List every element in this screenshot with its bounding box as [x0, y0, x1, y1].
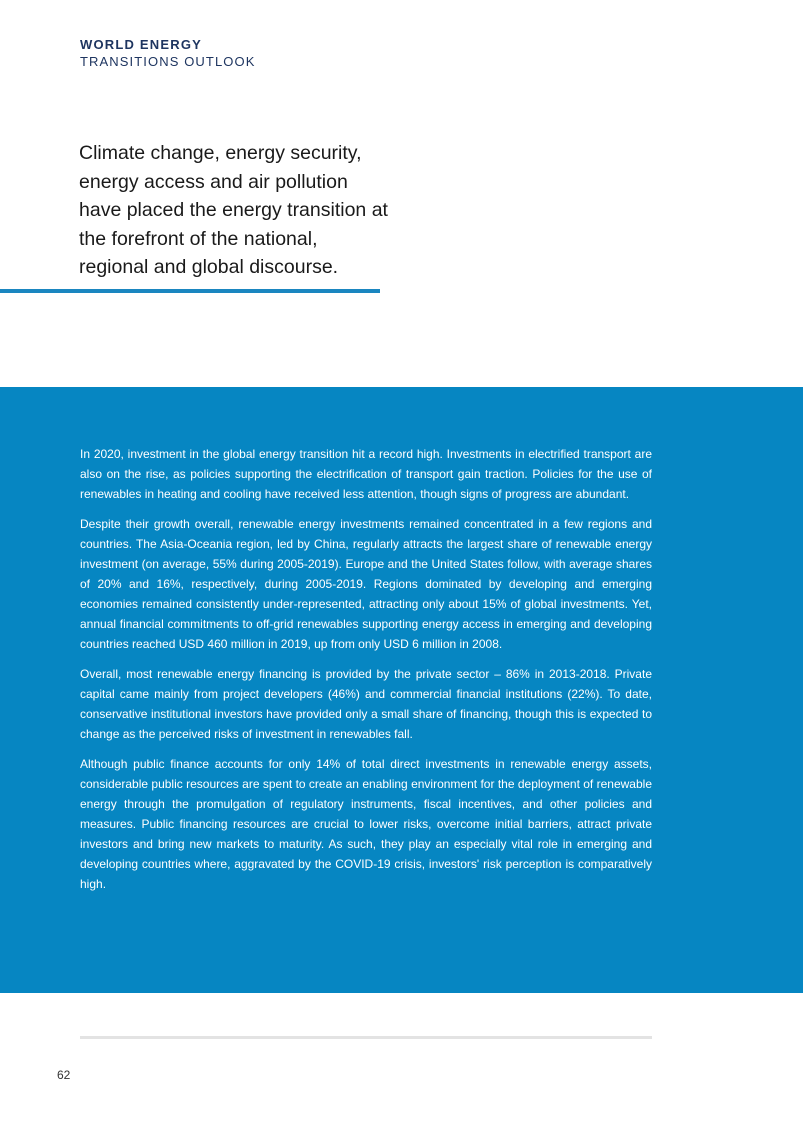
- body-text: [80, 444, 652, 904]
- body-panel: [0, 387, 803, 993]
- body-paragraph-3: Overall, most renewable energy financing is provided by the private sector – 86% in 2013-2018. Private capital came mainly from project developers (46%) and commercial financial institutions (22%). To date, conservative institutional investors have provided only a small share of financing, though this is expected to change as the perceived risks of investment in renewables fall.: [80, 667, 652, 741]
- body-paragraph-4: Although public finance accounts for only 14% of total direct investments in renewable energy assets, considerable public resources are spent to create an enabling environment for the deployment of renewable energy through the promulgation of regulatory instruments, fiscal incentives, and other policies and measures. Public financing resources are crucial to lower risks, overcome initial barriers, attract private investors and bring new markets to maturity. As such, they play an especially vital role in emerging and developing countries where, aggravated by the COVID-19 crisis, investors' risk perception is comparatively high.: [80, 757, 652, 891]
- pull-quote: Climate change, energy security, energy access and air pollution have placed the energy transition at the forefront of the national, regional and global discourse.: [79, 142, 388, 278]
- body-paragraph-1: In 2020, investment in the global energy transition hit a record high. Investments in electrified transport are also on the rise, as policies supporting the electrification of transport gain traction. Policies for the use of renewables in heating and cooling have received less attention, though signs of progress are abundant.: [80, 447, 652, 501]
- pull-quote-underline: [0, 289, 380, 293]
- running-header: [80, 36, 255, 70]
- header-title: WORLD ENERGY: [80, 37, 203, 52]
- footer-divider: [80, 1036, 652, 1039]
- header-subtitle: TRANSITIONS OUTLOOK: [80, 54, 256, 69]
- body-paragraph-2: Despite their growth overall, renewable energy investments remained concentrated in a few regions and countries. The Asia-Oceania region, led by China, regularly attracts the largest share of renewable energy investment (on average, 55% during 2005-2019). Europe and the United States follow, with average shares of 20% and 16%, respectively, during 2005-2019. Regions dominated by developing and emerging economies remained consistently under-represented, attracting only about 15% of global investments. Yet, annual financial commitments to off-grid renewables supporting energy access in emerging and developing countries reached USD 460 million in 2019, up from only USD 6 million in 2008.: [80, 517, 652, 651]
- page-number: 62: [57, 1068, 71, 1082]
